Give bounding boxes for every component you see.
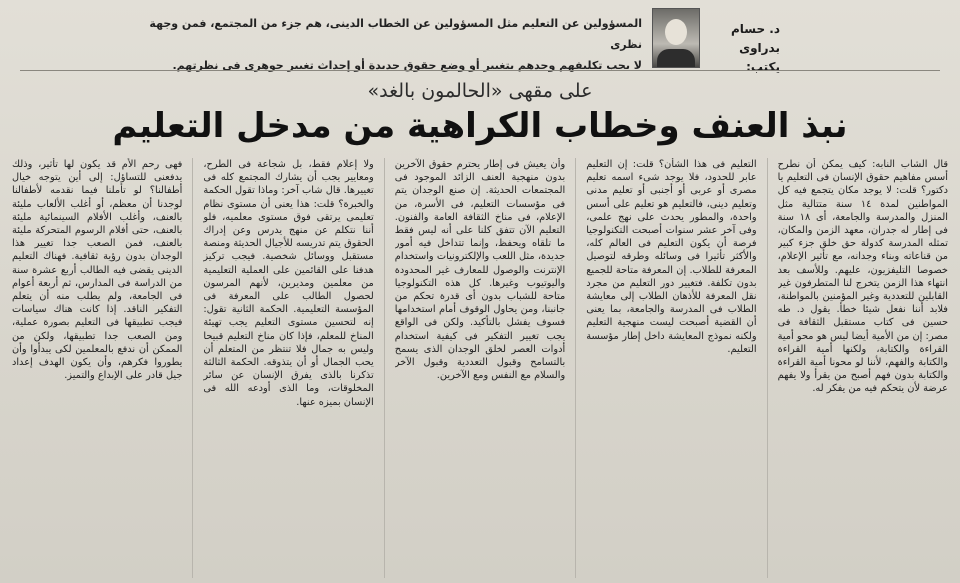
column-1-text: قال الشاب النابه: كيف يمكن أن نطرح أسس مفاهيم حقوق الإنسان فى التعليم يا دكتور؟ قلت: لا يوجد مكان يتجمع فيه كل المواطنين لمدة ١٤ سنة متتالية مثل المنزل والمدرسة والجامعة، أى ١٨ سنة فى إطار له جدران، معهد الزمن والمكان، تمثله المدرسة كدولة حق خلق جزء كبير من قناعاته وبناء وجدانه، مع تأثير الإعلام، خصوصا التليفزيون، عليهم. وللأسف بعد انتهاء هذا الزمن يتخرج لنا المتطرفون غير القابلين للتعددية وغير المؤمنين بالمواطنة، فلابد أننا نفعل شيئا خطأ. يقول د. طه حسين فى كتاب مستقبل الثقافة فى مصر: إن من الأمية أيضا ليس هو محو أمية القراءة والكتابة، ولكنها أمية القراءة والكتابة والفهم، لأننا لو محونا أمية القراءة والكتابة بدون فهم أصبح من يقرأ ولا يفهم عرضة لأن يتحكم فيه من يفكر له. <box>777 159 948 395</box>
author-photo-suit <box>657 49 695 67</box>
column-divider <box>575 158 576 578</box>
article-columns <box>12 158 948 578</box>
author-block <box>710 20 780 78</box>
bio-line-1: المسؤولين عن التعليم مثل المسؤولين عن الخطاب الدينى، هم جزء من المجتمع، فمن وجهة نظرى <box>149 17 642 51</box>
column-divider <box>192 158 193 578</box>
column-5 <box>12 158 182 578</box>
article-subtitle: على مقهى «الحالمون بالغد» <box>367 80 593 102</box>
column-1 <box>778 158 948 578</box>
header-divider <box>20 70 940 71</box>
author-bio <box>142 14 642 77</box>
column-4 <box>203 158 373 578</box>
author-photo <box>652 8 700 68</box>
column-5-text: فهى رحم الأم قد يكون لها تأثير، وذلك يدفعنى للتساؤل: إلى أين يتوجه خيال أطفالنا؟ لو تأملنا فيما نقدمه لأطفالنا لوجدنا أن معظم، أو أغلب الألعاب مليئة بالعنف، وأغلب الأفلام السينمائية مليئة بالعنف، حتى أفلام الرسوم المتحركة مليئة بالعنف، فمن الصعب جدا تغيير هذا الوجدان بدون رؤية ثقافية. فهناك التعليم الدينى يقضى فيه الطالب أربع عشرة سنة من الدراسة فى المدارس، ثم أربعة أعوام فى الجامعة، ولم يطلب منه أن يتعلم التفكير الناقد. إذا كانت هناك سياسات فيجب تطبيقها فى التعليم بصورة عملية، ومن الصعب جدا تطبيقها، ولكن من الممكن أن ندفع بالمعلمين لكى يبدأوا وأن يطوروا فكرهم، وأن يكون الهدف إعداد جيل قادر على الإبداع والتميز. <box>11 159 183 382</box>
author-photo-face <box>665 19 687 45</box>
column-2 <box>586 158 756 578</box>
author-name: د. حسام بدراوى <box>730 22 780 56</box>
column-4-text: ولا إعلام فقط، بل شجاعة فى الطرح، ومعايير يجب أن يشارك المجتمع كله فى تغييرها. قال شاب آخر: وماذا تقول الحكمة والخبرة؟ قلت: هذا يعنى أن مستوى نظام تعليمى يرتقى فوق مستوى معلميه، فلو أننا نتكلم عن منهج يدرس وعن إدراك الحقوق يتم تدريسه للأجيال الحديثة ومنصة مستقبل ووسائل شخصية. فيجب تركيز هدفنا على القائمين على العملية التعليمية من معلمين ومديرين، لأنهم المرسون لحصول الطالب على المعرفة فى المؤسسة التعليمية. الحكمة الثانية تقول: إنه لتحسين مستوى التعليم يجب تهيئة المناخ للمعلم، فإذا كان مناخ التعليم قبيحا وليس به جمال فلا تنتظر من المتعلم أن يحب الجمال أو أن يتذوقه. الحكمة الثالثة تذكرنا بالذى يفرق الإنسان عن سائر المخلوقات، وما الذى أودعه الله فى الإنسان بميزه عنها. <box>203 159 374 408</box>
column-divider <box>767 158 768 578</box>
bio-line-2: لا يجب تكليفهم وحدهم بتغيير أو وضع حقوق جديدة أو إحداث تغيير جوهرى فى نظرتهم. <box>172 58 642 72</box>
article-title: نبذ العنف وخطاب الكراهية من مدخل التعليم <box>112 106 848 146</box>
column-3 <box>395 158 565 578</box>
column-divider <box>384 158 385 578</box>
author-role: يكتب: <box>746 60 780 75</box>
article-header <box>0 0 960 74</box>
column-2-text: التعليم فى هذا الشأن؟ قلت: إن التعليم عابر للحدود، فلا يوجد شىء اسمه تعليم مصرى أو عربى أو أجنبى أو تعليم مدنى وتعليم دينى، فالتعليم هو تعليم على أسس واحدة، والمطور يحدث على نهج علمى، وفى آخر عشر سنوات أصبحت التكنولوجيا فرصة أن يكون التعليم فى العالم كله، والأكثر تأثيرا فى وسائله وطرقه لتوصيل المعرفة للطلاب. إن المعرفة متاحة للجميع بدون تكلفة. فتغيير دور التعليم من مجرد نقل المعرفة للأذهان الطلاب إلى معايشة الطلاب فى المدرسة والجامعة، بما يعنى أن القضية أصبحت ليست منهجية التعليم ولكنه نموذج المعايشة داخل إطار مؤسسة التعليم. <box>586 159 757 355</box>
column-3-text: وأن يعيش فى إطار يحترم حقوق الآخرين بدون منهجية العنف الزائد الموجود فى المجتمعات الحديثة. إن صنع الوجدان يتم فى مؤسسات التعليم، فى الأسرة، من الإعلام، فى مناخ الثقافة العامة والفنون. التعليم الآن تتفق كلنا على أنه ليس فقط ما تلقاه ويحفظ، وإنما تتداخل فيه أمور جديدة، مثل اللعب والإلكترونيات واستخدام الإنترنت والوصول للمعارف غير المحدودة واليوتيوب وغيرها. كل هذه التكنولوجيا متاحة للشباب بدون أى قدرة تحكم من جانبنا، ومن يحاول الوقوف أمام استخدامها فسوف يفشل بالتأكيد. ولكن فى الواقع يجب تغيير التفكير فى كيفية استخدام أدوات العصر لخلق الوجدان الذى يسمح بالتسامح وقبول التعددية وقبول الآخر والسلام مع النفس ومع الآخرين. <box>394 159 566 382</box>
